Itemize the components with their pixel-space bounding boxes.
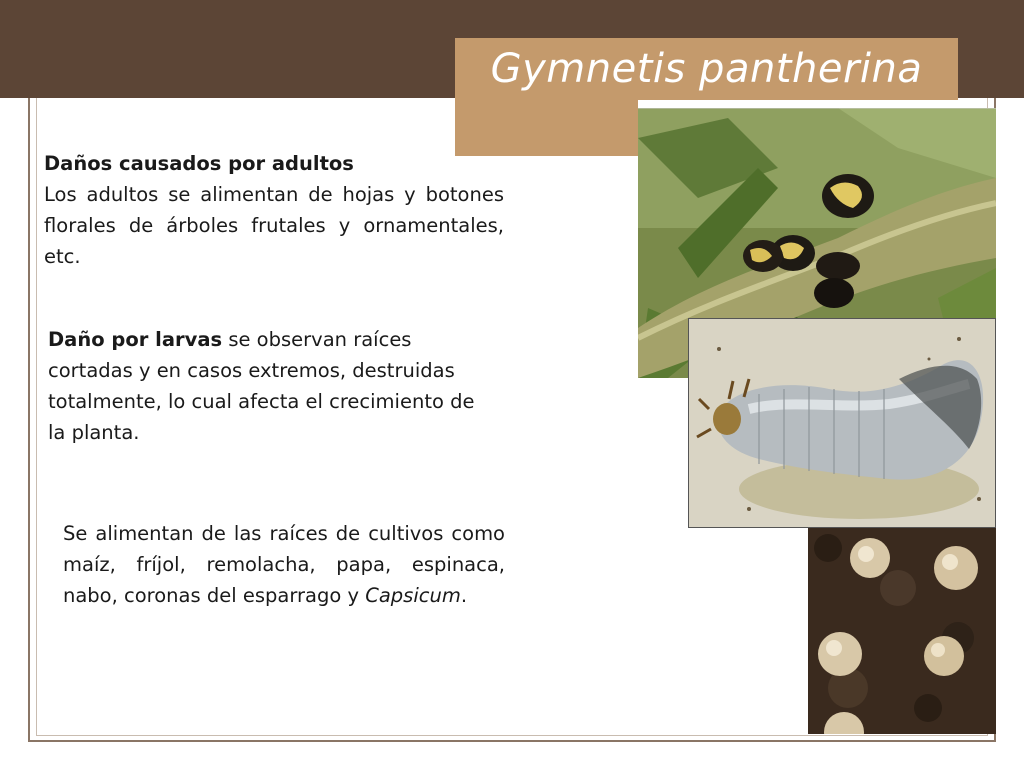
feeding-text: Se alimentan de las raíces de cultivos como maíz, fríjol, remolacha, papa, espinaca, nabo, coronas del esparrago y — [63, 522, 505, 607]
larvae-damage-text: se observan raíces cortadas y en casos extremos, destruidas totalmente, lo cual afecta el crecimiento de la planta. — [48, 328, 475, 444]
larvae-damage-heading: Daño por larvas — [48, 328, 223, 351]
feeding-end: . — [460, 584, 468, 607]
adults-damage-text: Los adultos se alimentan de hojas y botones florales de árboles frutales y ornamentales, etc. — [44, 183, 504, 268]
eggs-photo — [808, 528, 996, 734]
feeding-italic-term: Capsicum — [365, 584, 461, 607]
slide-title: Gymnetis pantherina — [490, 46, 923, 92]
adults-damage-block — [44, 148, 504, 272]
adults-damage-heading: Daños causados por adultos — [44, 152, 354, 175]
larva-photo — [688, 318, 996, 528]
feeding-block — [63, 518, 505, 611]
larvae-damage-block — [48, 324, 498, 448]
